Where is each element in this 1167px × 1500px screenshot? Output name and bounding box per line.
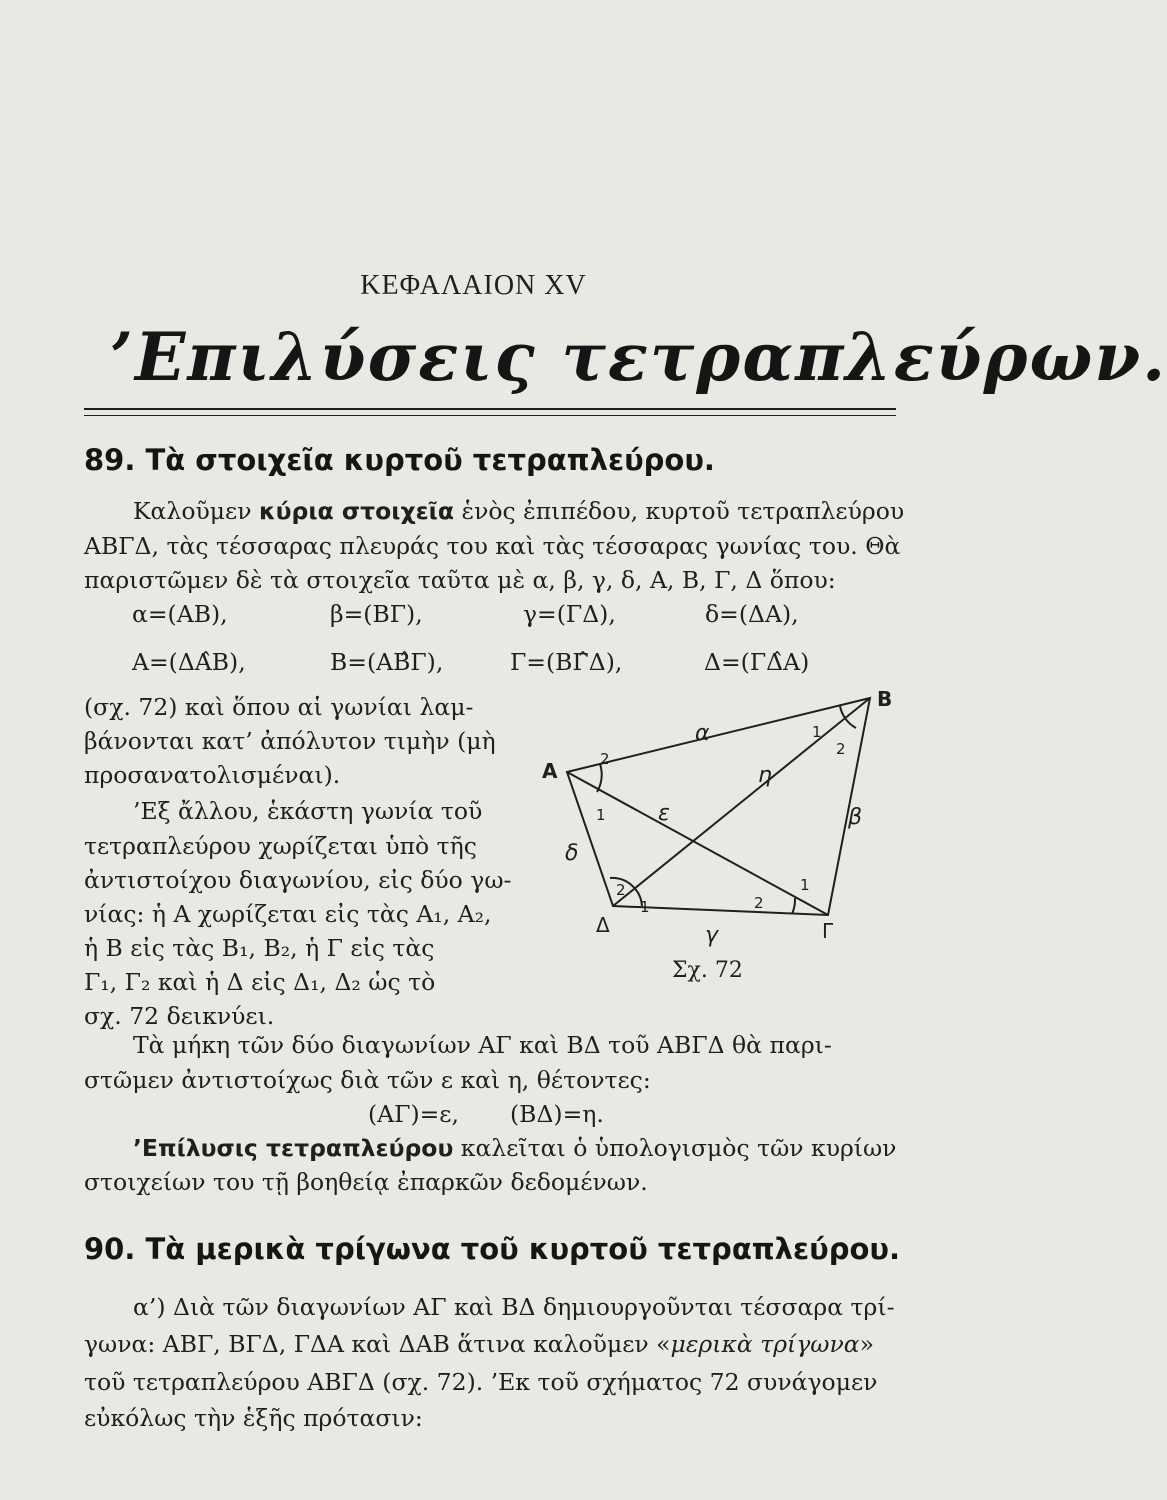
paragraph-line: ΑΒΓΔ, τὰς τέσσαρας πλευράς του καὶ τὰς τέσσαρας γωνίας του. Θὰ [84, 532, 901, 560]
diagonal-label-eta: η [758, 763, 772, 788]
chapter-number: ΚΕΦΑΛΑΙΟΝ XV [360, 270, 587, 301]
equation-angle-G: Γ=(ΒΓ̂Δ), [510, 648, 623, 676]
angle-mark-G1: 1 [800, 876, 810, 894]
paragraph-line: τετραπλεύρου χωρίζεται ὑπὸ τῆς [84, 832, 477, 860]
paragraph-line: στῶμεν ἀντιστοίχως διὰ τῶν ε καὶ η, θέτοντες: [84, 1066, 651, 1094]
side-label-beta: β [848, 805, 863, 830]
paragraph-line: Τὰ μήκη τῶν δύο διαγωνίων ΑΓ καὶ ΒΔ τοῦ ΑΒΓΔ θὰ παρι- [133, 1031, 832, 1059]
side-label-delta: δ [565, 841, 579, 866]
paragraph-line: (σχ. 72) καὶ ὅπου αἱ γωνίαι λαμ- [84, 693, 474, 721]
angle-mark-G2: 2 [754, 894, 764, 912]
quadrilateral-outline [567, 698, 870, 915]
angle-arc-G [792, 898, 795, 914]
paragraph-line: ἡ Β εἰς τὰς Β₁, Β₂, ἡ Γ εἰς τὰς [84, 934, 435, 962]
vertex-label-D: Δ [596, 913, 610, 937]
text-run: » [859, 1330, 874, 1358]
diagonal-AG [567, 772, 828, 915]
title-rule-thick [84, 408, 896, 410]
angle-mark-A1: 1 [596, 806, 606, 824]
equation-beta: β=(ΒΓ), [330, 600, 423, 628]
text-run: Καλοῦμεν [133, 497, 259, 525]
paragraph-line: στοιχείων του τῇ βοηθείᾳ ἐπαρκῶν δεδομένων. [84, 1168, 648, 1196]
paragraph-line: παριστῶμεν δὲ τὰ στοιχεῖα ταῦτα μὲ α, β, γ, δ, Α, Β, Γ, Δ ὅπου: [84, 566, 836, 594]
paragraph-line: εὐκόλως τὴν ἑξῆς πρότασιν: [84, 1404, 423, 1432]
angle-mark-B1: 1 [812, 723, 822, 741]
angle-mark-D2: 2 [616, 881, 626, 899]
equation-epsilon: (ΑΓ)=ε, [368, 1100, 459, 1128]
equation-angle-D: Δ=(ΓΔ̂Α) [704, 648, 810, 676]
paragraph-line: ’Εξ ἄλλου, ἑκάστη γωνία τοῦ [133, 797, 483, 825]
paragraph-line [133, 497, 904, 525]
paragraph-line: Γ₁, Γ₂ καὶ ἡ Δ εἰς Δ₁, Δ₂ ὡς τὸ [84, 968, 436, 996]
angle-mark-A2: 2 [600, 750, 610, 768]
paragraph-line: τοῦ τετραπλεύρου ΑΒΓΔ (σχ. 72). ’Εκ τοῦ σχήματος 72 συνάγομεν [84, 1368, 878, 1396]
paragraph-line: α’) Διὰ τῶν διαγωνίων ΑΓ καὶ ΒΔ δημιουργοῦνται τέσσαρα τρί- [133, 1293, 895, 1321]
equation-delta: δ=(ΔΑ), [705, 600, 799, 628]
text-run: ἑνὸς ἐπιπέδου, κυρτοῦ τετραπλεύρου [453, 497, 905, 525]
term-kyria-stoixeia: κύρια στοιχεῖα [258, 497, 454, 525]
angle-mark-B2: 2 [836, 740, 846, 758]
term-epilysis: ’Επίλυσις τετραπλεύρου [133, 1134, 454, 1162]
chapter-title: ’Επιλύσεις τετραπλεύρων. [110, 318, 1167, 396]
paragraph-line: βάνονται κατ’ ἀπόλυτον τιμὴν (μὴ [84, 727, 496, 755]
title-rule-thin [84, 415, 896, 416]
figure-caption: Σχ. 72 [672, 958, 743, 983]
equation-alpha: α=(ΑΒ), [132, 600, 228, 628]
equation-gamma: γ=(ΓΔ), [523, 600, 616, 628]
section-90-heading: 90. Τὰ μερικὰ τρίγωνα τοῦ κυρτοῦ τετραπλεύρου. [84, 1232, 901, 1266]
side-label-gamma: γ [705, 923, 719, 948]
paragraph-line: ἀντιστοίχου διαγωνίου, εἰς δύο γω- [84, 866, 512, 894]
vertex-label-B: Β [877, 687, 893, 711]
angle-mark-D1: 1 [640, 898, 650, 916]
diagonal-label-epsilon: ε [658, 801, 670, 826]
text-run: γωνα: ΑΒΓ, ΒΓΔ, ΓΔΑ καὶ ΔΑΒ ἅτινα καλοῦμεν « [84, 1330, 671, 1358]
section-89-heading: 89. Τὰ στοιχεῖα κυρτοῦ τετραπλεύρου. [84, 443, 715, 477]
text-run: καλεῖται ὁ ὑπολογισμὸς τῶν κυρίων [453, 1134, 897, 1162]
term-merika-trigona: μερικὰ τρίγωνα [670, 1330, 860, 1358]
paragraph-line [84, 1330, 874, 1358]
equation-angle-B: Β=(ΑΒ̂Γ), [330, 648, 444, 676]
vertex-label-G: Γ [822, 919, 834, 943]
paragraph-line: προσανατολισμέναι). [84, 761, 341, 789]
angle-arc-D [610, 878, 642, 906]
side-label-alpha: α [695, 721, 710, 746]
equation-eta: (ΒΔ)=η. [510, 1100, 604, 1128]
paragraph-line: νίας: ἡ Α χωρίζεται εἰς τὰς Α₁, Α₂, [84, 900, 492, 928]
paragraph-line: σχ. 72 δεικνύει. [84, 1002, 275, 1030]
equation-angle-A: Α=(ΔΑ̂Β), [132, 648, 246, 676]
paragraph-line [133, 1134, 896, 1162]
vertex-label-A: Α [542, 759, 558, 783]
